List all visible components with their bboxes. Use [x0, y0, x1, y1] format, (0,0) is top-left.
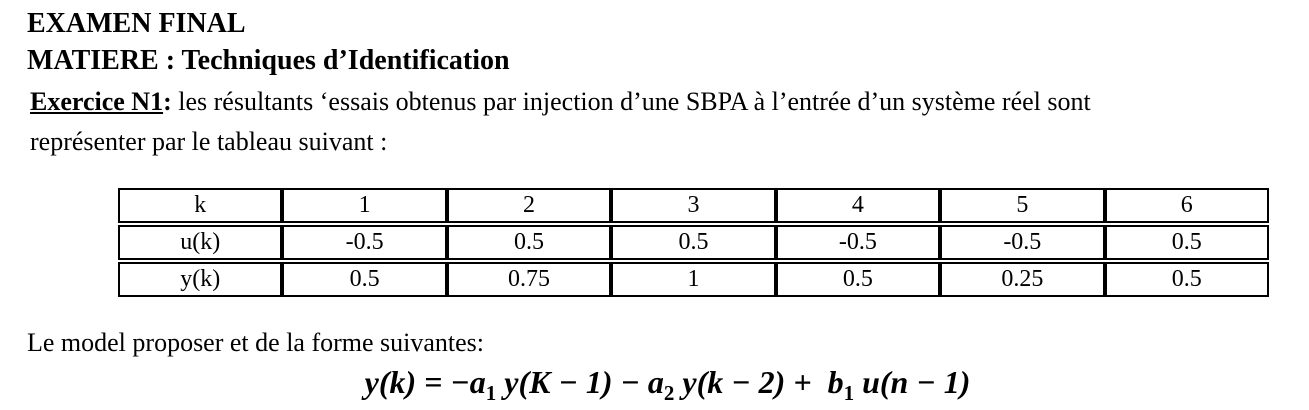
table-cell: 6 [1105, 188, 1269, 223]
table-cell: 0.75 [447, 262, 611, 297]
exercise-colon: : [163, 87, 172, 116]
formula-segment: u(n − 1) [854, 364, 971, 400]
table-cell: 0.5 [611, 225, 775, 260]
table-cell: 0.5 [447, 225, 611, 260]
subject-line [27, 42, 1309, 80]
table-cell: y(k) [118, 262, 282, 297]
formula-segment: y(k) = −a [364, 364, 486, 400]
exercise-intro [27, 82, 1309, 162]
table-row-y [118, 262, 1269, 297]
table-cell: 0.5 [776, 262, 940, 297]
table-cell: 0.5 [282, 262, 446, 297]
exercise-text-line2: représenter par le tableau suivant : [30, 127, 388, 156]
table-cell: -0.5 [776, 225, 940, 260]
table-cell: 0.5 [1105, 262, 1269, 297]
table-cell: 1 [611, 262, 775, 297]
exam-title: EXAMEN FINAL [27, 8, 246, 39]
subject-value: Techniques d’Identification [181, 45, 510, 76]
formula-segment: y(k − 2) + b [674, 364, 844, 400]
table-cell: -0.5 [940, 225, 1104, 260]
exercise-label: Exercice N1 [30, 87, 164, 116]
data-table [118, 186, 1269, 299]
formula-subscript: 2 [663, 381, 675, 405]
table-cell: -0.5 [282, 225, 446, 260]
table-cell: 0.5 [1105, 225, 1269, 260]
table-row-k [118, 188, 1269, 223]
table-cell: 3 [611, 188, 775, 223]
model-formula [0, 364, 1309, 405]
table-cell: 0.25 [940, 262, 1104, 297]
table-cell: k [118, 188, 282, 223]
table-cell: 1 [282, 188, 446, 223]
table-cell: 4 [776, 188, 940, 223]
table-cell: 2 [447, 188, 611, 223]
formula-subscript: 1 [485, 381, 497, 405]
table-cell: u(k) [118, 225, 282, 260]
exercise-text-line1: les résultants ‘essais obtenus par injection d’une SBPA à l’entrée d’un système réel sont [171, 87, 1091, 116]
subject-label: MATIERE : [27, 45, 176, 76]
table-cell: 5 [940, 188, 1104, 223]
model-intro: Le model proposer et de la forme suivantes: [27, 328, 485, 357]
formula-subscript: 1 [843, 381, 855, 405]
table-row-u [118, 225, 1269, 260]
formula-segment: y(K − 1) − a [496, 364, 664, 400]
